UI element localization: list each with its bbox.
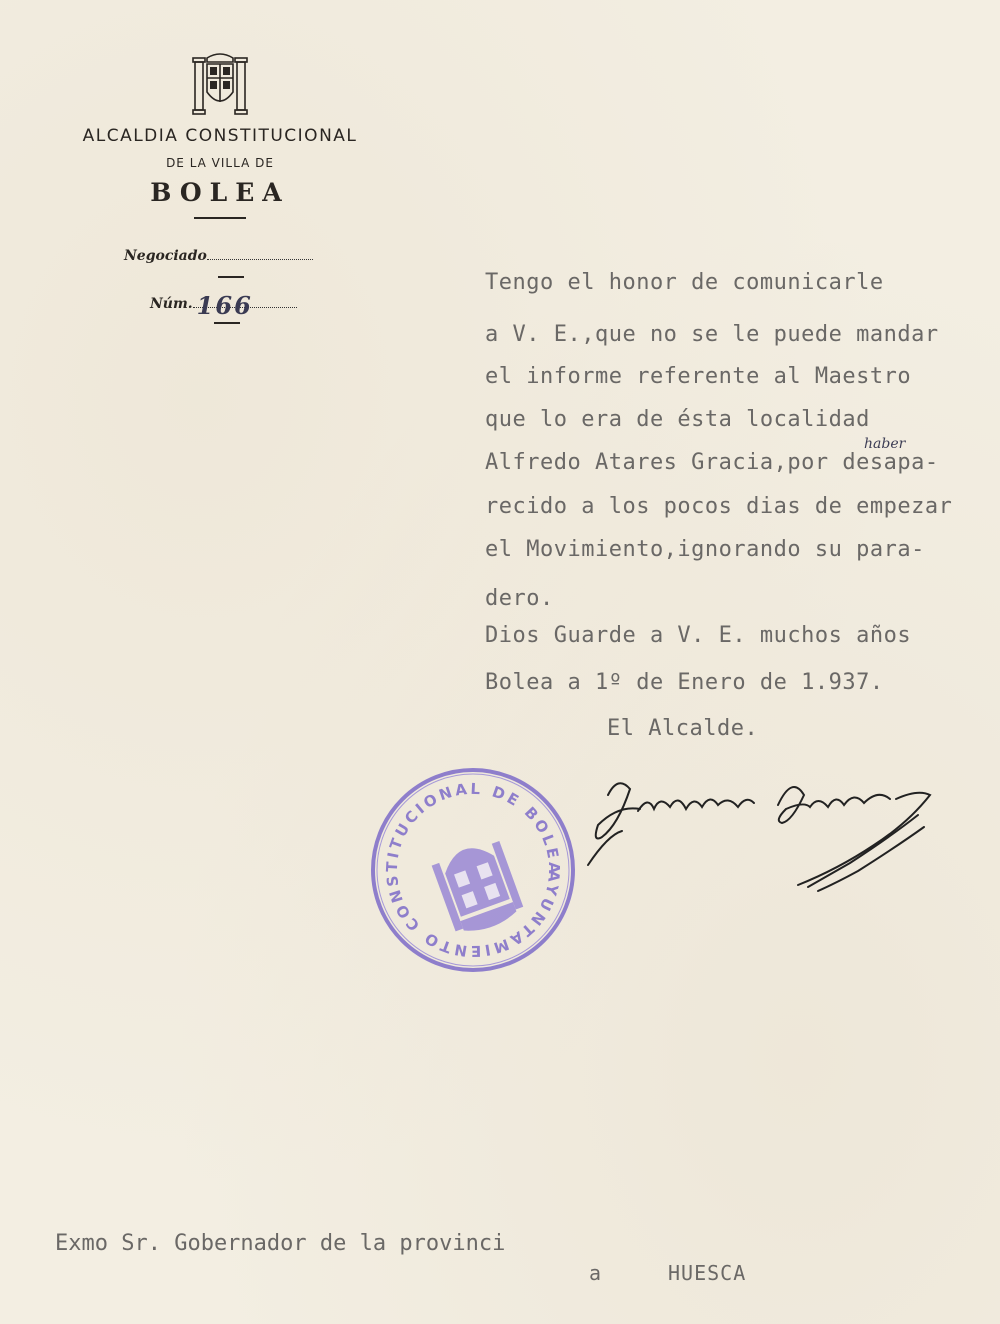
divider	[218, 276, 244, 278]
number-label: Núm.	[150, 296, 193, 312]
date-line: Bolea a 1º de Enero de 1.937.	[485, 670, 884, 695]
signature-icon	[578, 765, 938, 895]
letterhead-town: BOLEA	[150, 178, 290, 207]
body-line: Alfredo Atares Gracia,por desapa-	[485, 450, 939, 475]
number-blank	[193, 291, 297, 320]
divider	[194, 217, 246, 219]
handwritten-insert: haber	[864, 436, 906, 452]
body-line: el informe referente al Maestro	[485, 364, 912, 389]
body-line: recido a los pocos dias de empezar	[485, 494, 953, 519]
body-line: dero.	[485, 586, 554, 611]
negociado-blank	[207, 259, 313, 260]
number-field	[150, 291, 297, 320]
body-line: a V. E.,que no se le puede mandar	[485, 322, 939, 347]
negociado-field	[124, 248, 313, 264]
coat-of-arms-icon	[187, 48, 253, 118]
letterhead-title: ALCALDIA CONSTITUCIONAL	[82, 126, 358, 146]
body-line: que lo era de ésta localidad	[485, 407, 870, 432]
divider	[214, 322, 240, 324]
letterhead-subtitle: DE LA VILLA DE	[166, 156, 274, 170]
signatory-title: El Alcalde.	[607, 716, 759, 741]
closing-line: Dios Guarde a V. E. muchos años	[485, 623, 912, 648]
stamp-text: AYUNTAMIENTO CONSTITUCIONAL DE BOLEA	[382, 779, 564, 961]
addressee-city: HUESCA	[668, 1261, 747, 1285]
municipal-stamp-icon	[367, 764, 579, 976]
letterhead	[40, 48, 400, 219]
addressee-line: Exmo Sr. Gobernador de la provinci	[55, 1231, 506, 1256]
body-line: el Movimiento,ignorando su para-	[485, 537, 925, 562]
body-line: Tengo el honor de comunicarle	[485, 270, 884, 295]
number-value: 166	[196, 291, 253, 320]
addressee-tail: a	[589, 1261, 602, 1285]
negociado-label: Negociado	[124, 248, 207, 264]
